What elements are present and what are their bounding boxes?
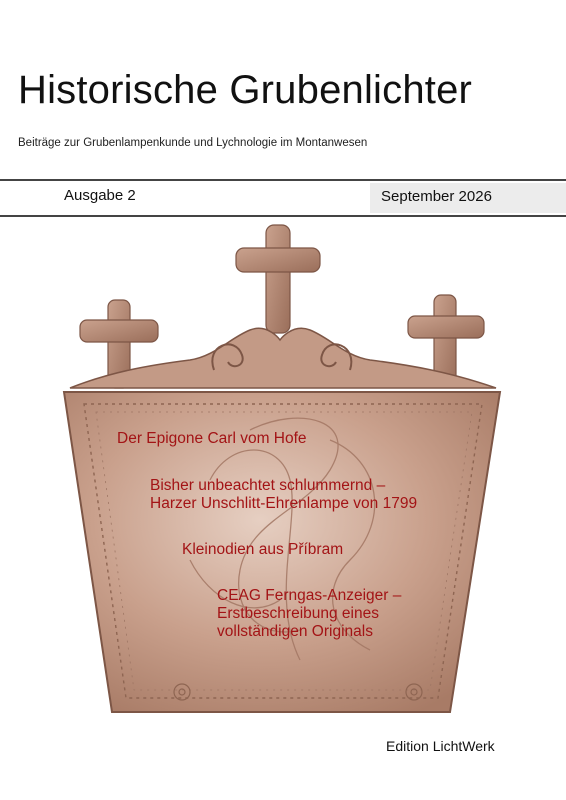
header-rule-bottom [0,215,566,217]
headline-3 [182,541,343,559]
magazine-title: Historische Grubenlichter [18,68,473,112]
issue-number: Ausgabe 2 [64,187,136,204]
headline-4-line-2: Erstbeschreibung eines [217,605,379,622]
issue-date-box [370,183,566,213]
headline-1-line-1: Der Epigone Carl vom Hofe [117,430,307,447]
publisher-name: Edition LichtWerk [386,738,495,754]
header-rule-top [0,179,566,181]
center-cross [236,225,320,333]
magazine-subtitle: Beiträge zur Grubenlampenkunde und Lychnologie im Montanwesen [18,137,368,149]
headline-4 [217,587,401,641]
headline-1 [117,430,307,448]
headline-2-line-1: Bisher unbeachtet schlummernd – [150,477,386,494]
headline-4-line-1: CEAG Ferngas-Anzeiger – [217,587,402,604]
headline-2-line-2: Harzer Unschlitt-Ehrenlampe von 1799 [150,495,418,512]
headline-3-line-1: Kleinodien aus Příbram [182,541,344,558]
issue-date: September 2026 [381,188,492,205]
headline-4-line-3: vollständigen Originals [217,623,373,640]
headline-2 [150,477,417,513]
